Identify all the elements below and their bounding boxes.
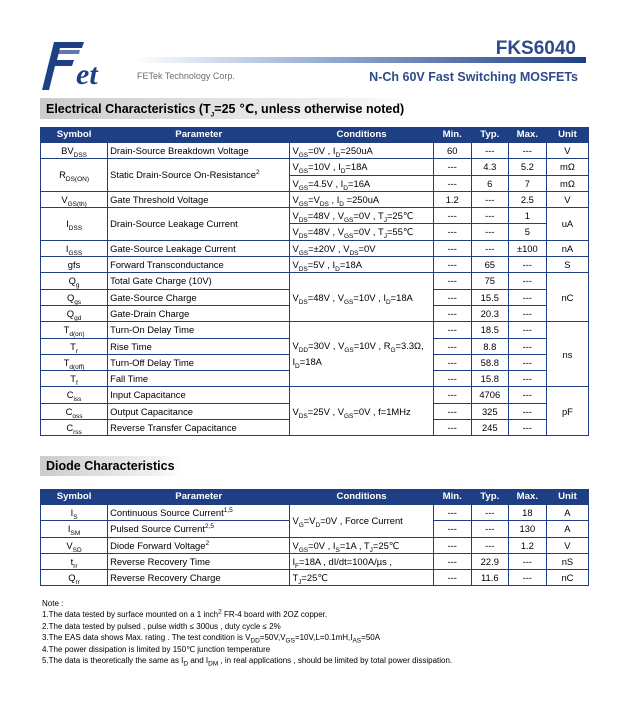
parameter-cell: Pulsed Source Current$^{2,5}$ xyxy=(108,521,290,537)
min-cell: --- xyxy=(433,354,471,370)
table-row xyxy=(41,208,589,224)
conditions-cell: $T_J=25℃$ xyxy=(290,570,433,586)
max-cell: --- xyxy=(508,387,546,403)
symbol-cell: $I_{SM}$ xyxy=(41,521,108,537)
max-cell: 1.2 xyxy=(508,537,546,553)
table-header-row xyxy=(41,490,589,505)
parameter-cell: Gate Threshold Voltage xyxy=(108,191,290,207)
col-header: Typ. xyxy=(471,490,508,505)
symbol-cell: $I_S$ xyxy=(41,505,108,521)
max-cell: --- xyxy=(508,338,546,354)
col-header: Parameter xyxy=(108,490,290,505)
typ-cell: --- xyxy=(471,208,508,224)
table-row xyxy=(41,553,589,569)
svg-text:et: et xyxy=(76,58,98,91)
min-cell: --- xyxy=(433,387,471,403)
col-header: Min. xyxy=(433,128,471,143)
symbol-cell: $Q_{gs}$ xyxy=(41,289,108,305)
table-header-row xyxy=(41,128,589,143)
typ-cell: 11.6 xyxy=(471,570,508,586)
min-cell: --- xyxy=(433,257,471,273)
parameter-cell: Total Gate Charge (10V) xyxy=(108,273,290,289)
conditions-cell: $V_{GS}=V_{DS}$ , $I_D =250uA$ xyxy=(290,191,433,207)
min-cell: --- xyxy=(433,240,471,256)
note-item: 5.The data is theoretically the same as $I_D$ and $I_{DM}$ , in real applications , should be limited by total power dissipation. xyxy=(42,656,453,668)
symbol-cell: $T_{d(on)}$ xyxy=(41,322,108,338)
symbol-cell: $I_{GSS}$ xyxy=(41,240,108,256)
parameter-cell: Gate-Source Charge xyxy=(108,289,290,305)
unit-cell: uA xyxy=(546,208,588,241)
symbol-cell: $T_f$ xyxy=(41,371,108,387)
unit-cell: S xyxy=(546,257,588,273)
conditions-cell: $I_F=18A$ , dI/dt=100A/µs , xyxy=(290,553,433,569)
min-cell: 1.2 xyxy=(433,191,471,207)
symbol-cell: $t_{rr}$ xyxy=(41,553,108,569)
notes-title: Note : xyxy=(42,599,64,608)
conditions-cell: $V_{DD}=30V$ , $V_{GS}=10V$ , $R_G=3.3\Omega$, $I_D=18A$ xyxy=(290,322,433,387)
min-cell: --- xyxy=(433,338,471,354)
min-cell: --- xyxy=(433,305,471,321)
conditions-cell: $V_{DS}=25V$ , $V_{GS}=0V$ , f=1MHz xyxy=(290,387,433,436)
parameter-cell: Drain-Source Leakage Current xyxy=(108,208,290,241)
typ-cell: --- xyxy=(471,143,508,159)
parameter-cell: Fall Time xyxy=(108,371,290,387)
symbol-cell: $I_{DSS}$ xyxy=(41,208,108,241)
table-row xyxy=(41,240,589,256)
typ-cell: 58.8 xyxy=(471,354,508,370)
max-cell: --- xyxy=(508,305,546,321)
typ-cell: --- xyxy=(471,224,508,240)
symbol-cell: $Q_{rr}$ xyxy=(41,570,108,586)
col-header: Symbol xyxy=(41,128,108,143)
min-cell: --- xyxy=(433,273,471,289)
typ-cell: 20.3 xyxy=(471,305,508,321)
max-cell: 18 xyxy=(508,505,546,521)
col-header: Symbol xyxy=(41,490,108,505)
min-cell: 60 xyxy=(433,143,471,159)
min-cell: --- xyxy=(433,420,471,436)
electrical-section-title: Electrical Characteristics ($T_J=25$ ℃, unless otherwise noted) xyxy=(40,98,410,119)
table-row xyxy=(41,257,589,273)
min-cell: --- xyxy=(433,537,471,553)
symbol-cell: $V_{GS(th)}$ xyxy=(41,191,108,207)
parameter-cell: Turn-Off Delay Time xyxy=(108,354,290,370)
parameter-cell: Reverse Transfer Capacitance xyxy=(108,420,290,436)
symbol-cell: $C_{iss}$ xyxy=(41,387,108,403)
parameter-cell: Input Capacitance xyxy=(108,387,290,403)
unit-cell: A xyxy=(546,521,588,537)
symbol-cell: $V_{SD}$ xyxy=(41,537,108,553)
unit-cell: V xyxy=(546,537,588,553)
typ-cell: 4.3 xyxy=(471,159,508,175)
table-row xyxy=(41,537,589,553)
max-cell: 130 xyxy=(508,521,546,537)
symbol-cell: $R_{DS(ON)}$ xyxy=(41,159,108,192)
col-header: Parameter xyxy=(108,128,290,143)
conditions-cell: $V_{GS}=0V$ , $I_D=250uA$ xyxy=(290,143,433,159)
parameter-cell: Reverse Recovery Charge xyxy=(108,570,290,586)
parameter-cell: Drain-Source Breakdown Voltage xyxy=(108,143,290,159)
symbol-cell: $BV_{DSS}$ xyxy=(41,143,108,159)
unit-cell: A xyxy=(546,505,588,521)
col-header: Max. xyxy=(508,128,546,143)
company-name: FETek Technology Corp. xyxy=(137,71,235,81)
typ-cell: --- xyxy=(471,537,508,553)
min-cell: --- xyxy=(433,224,471,240)
typ-cell: 4706 xyxy=(471,387,508,403)
symbol-cell: $T_r$ xyxy=(41,338,108,354)
typ-cell: 6 xyxy=(471,175,508,191)
parameter-cell: Gate-Drain Charge xyxy=(108,305,290,321)
typ-cell: 75 xyxy=(471,273,508,289)
fetek-logo xyxy=(40,40,136,96)
note-item: 1.The data tested by surface mounted on a 1 inch$^2$ FR-4 board with 2OZ copper. xyxy=(42,608,328,620)
typ-cell: 15.8 xyxy=(471,371,508,387)
max-cell: --- xyxy=(508,289,546,305)
min-cell: --- xyxy=(433,505,471,521)
conditions-cell: $V_G=V_D=0V$ , Force Current xyxy=(290,505,433,538)
parameter-cell: Turn-On Delay Time xyxy=(108,322,290,338)
min-cell: --- xyxy=(433,208,471,224)
typ-cell: 65 xyxy=(471,257,508,273)
typ-cell: --- xyxy=(471,191,508,207)
table-row xyxy=(41,505,589,521)
max-cell: --- xyxy=(508,273,546,289)
col-header: Typ. xyxy=(471,128,508,143)
typ-cell: 18.5 xyxy=(471,322,508,338)
unit-cell: pF xyxy=(546,387,588,436)
conditions-cell: $V_{DS}=48V$ , $V_{GS}=10V$ , $I_D=18A$ xyxy=(290,273,433,322)
symbol-cell: $Q_{gd}$ xyxy=(41,305,108,321)
max-cell: --- xyxy=(508,403,546,419)
max-cell: 5.2 xyxy=(508,159,546,175)
table-row xyxy=(41,387,589,403)
symbol-cell: $Q_g$ xyxy=(41,273,108,289)
typ-cell: --- xyxy=(471,505,508,521)
notes xyxy=(42,598,452,666)
min-cell: --- xyxy=(433,403,471,419)
max-cell: --- xyxy=(508,257,546,273)
typ-cell: 8.8 xyxy=(471,338,508,354)
max-cell: ±100 xyxy=(508,240,546,256)
min-cell: --- xyxy=(433,521,471,537)
typ-cell: --- xyxy=(471,521,508,537)
max-cell: 7 xyxy=(508,175,546,191)
col-header: Max. xyxy=(508,490,546,505)
max-cell: 5 xyxy=(508,224,546,240)
diode-section-title: Diode Characteristics xyxy=(40,456,181,476)
min-cell: --- xyxy=(433,159,471,175)
max-cell: --- xyxy=(508,322,546,338)
parameter-cell: Rise Time xyxy=(108,338,290,354)
conditions-cell: $V_{GS}=4.5V$ , $I_D=16A$ xyxy=(290,175,433,191)
parameter-cell: Diode Forward Voltage$^2$ xyxy=(108,537,290,553)
conditions-cell: $V_{GS}=0V$ , $I_S=1A$ , $T_J=25℃$ xyxy=(290,537,433,553)
unit-cell: nC xyxy=(546,273,588,322)
unit-cell: V xyxy=(546,191,588,207)
parameter-cell: Reverse Recovery Time xyxy=(108,553,290,569)
table-row xyxy=(41,159,589,175)
max-cell: 1 xyxy=(508,208,546,224)
typ-cell: 325 xyxy=(471,403,508,419)
table-row xyxy=(41,570,589,586)
min-cell: --- xyxy=(433,322,471,338)
typ-cell: 15.5 xyxy=(471,289,508,305)
max-cell: --- xyxy=(508,420,546,436)
diode-characteristics-table xyxy=(40,489,589,586)
max-cell: --- xyxy=(508,553,546,569)
max-cell: --- xyxy=(508,354,546,370)
conditions-cell: $V_{GS}=10V$ , $I_D=18A$ xyxy=(290,159,433,175)
table-row xyxy=(41,191,589,207)
col-header: Conditions xyxy=(290,490,433,505)
parameter-cell: Gate-Source Leakage Current xyxy=(108,240,290,256)
max-cell: --- xyxy=(508,570,546,586)
typ-cell: --- xyxy=(471,240,508,256)
parameter-cell: Continuous Source Current$^{1,5}$ xyxy=(108,505,290,521)
table-row xyxy=(41,143,589,159)
min-cell: --- xyxy=(433,371,471,387)
electrical-characteristics-table xyxy=(40,127,589,436)
note-item: 2.The data tested by pulsed , pulse width ≤ 300us , duty cycle ≤ 2% xyxy=(42,621,281,631)
part-number: FKS6040 xyxy=(495,38,576,59)
min-cell: --- xyxy=(433,570,471,586)
max-cell: --- xyxy=(508,143,546,159)
table-row xyxy=(41,273,589,289)
symbol-cell: gfs xyxy=(41,257,108,273)
col-header: Unit xyxy=(546,128,588,143)
min-cell: --- xyxy=(433,175,471,191)
typ-cell: 22.9 xyxy=(471,553,508,569)
unit-cell: V xyxy=(546,143,588,159)
conditions-cell: $V_{DS}=5V$ , $I_D=18A$ xyxy=(290,257,433,273)
unit-cell: ns xyxy=(546,322,588,387)
table-row xyxy=(41,322,589,338)
unit-cell: nA xyxy=(546,240,588,256)
note-item: 4.The power dissipation is limited by 150℃ junction temperature xyxy=(42,644,271,654)
symbol-cell: $T_{d(off)}$ xyxy=(41,354,108,370)
col-header: Min. xyxy=(433,490,471,505)
min-cell: --- xyxy=(433,289,471,305)
unit-cell: mΩ xyxy=(546,175,588,191)
col-header: Unit xyxy=(546,490,588,505)
parameter-cell: Static Drain-Source On-Resistance$^2$ xyxy=(108,159,290,192)
unit-cell: nC xyxy=(546,570,588,586)
col-header: Conditions xyxy=(290,128,433,143)
parameter-cell: Output Capacitance xyxy=(108,403,290,419)
unit-cell: mΩ xyxy=(546,159,588,175)
max-cell: 2.5 xyxy=(508,191,546,207)
typ-cell: 245 xyxy=(471,420,508,436)
max-cell: --- xyxy=(508,371,546,387)
note-item: 3.The EAS data shows Max. rating . The test condition is $V_{DD}=50V,V_{GS}=10V,L=0.1mH,I_{AS}=50A$ xyxy=(42,633,381,645)
conditions-cell: $V_{DS}=48V$ , $V_{GS}=0V$ , $T_J=25℃$ xyxy=(290,208,433,224)
unit-cell: nS xyxy=(546,553,588,569)
product-subtitle: N-Ch 60V Fast Switching MOSFETs xyxy=(369,70,578,84)
conditions-cell: $V_{DS}=48V$ , $V_{GS}=0V$ , $T_J=55℃$ xyxy=(290,224,433,240)
conditions-cell: $V_{GS}=\pm 20V$ , $V_{DS}=0V$ xyxy=(290,240,433,256)
parameter-cell: Forward Transconductance xyxy=(108,257,290,273)
symbol-cell: $C_{oss}$ xyxy=(41,403,108,419)
symbol-cell: $C_{rss}$ xyxy=(41,420,108,436)
min-cell: --- xyxy=(433,553,471,569)
